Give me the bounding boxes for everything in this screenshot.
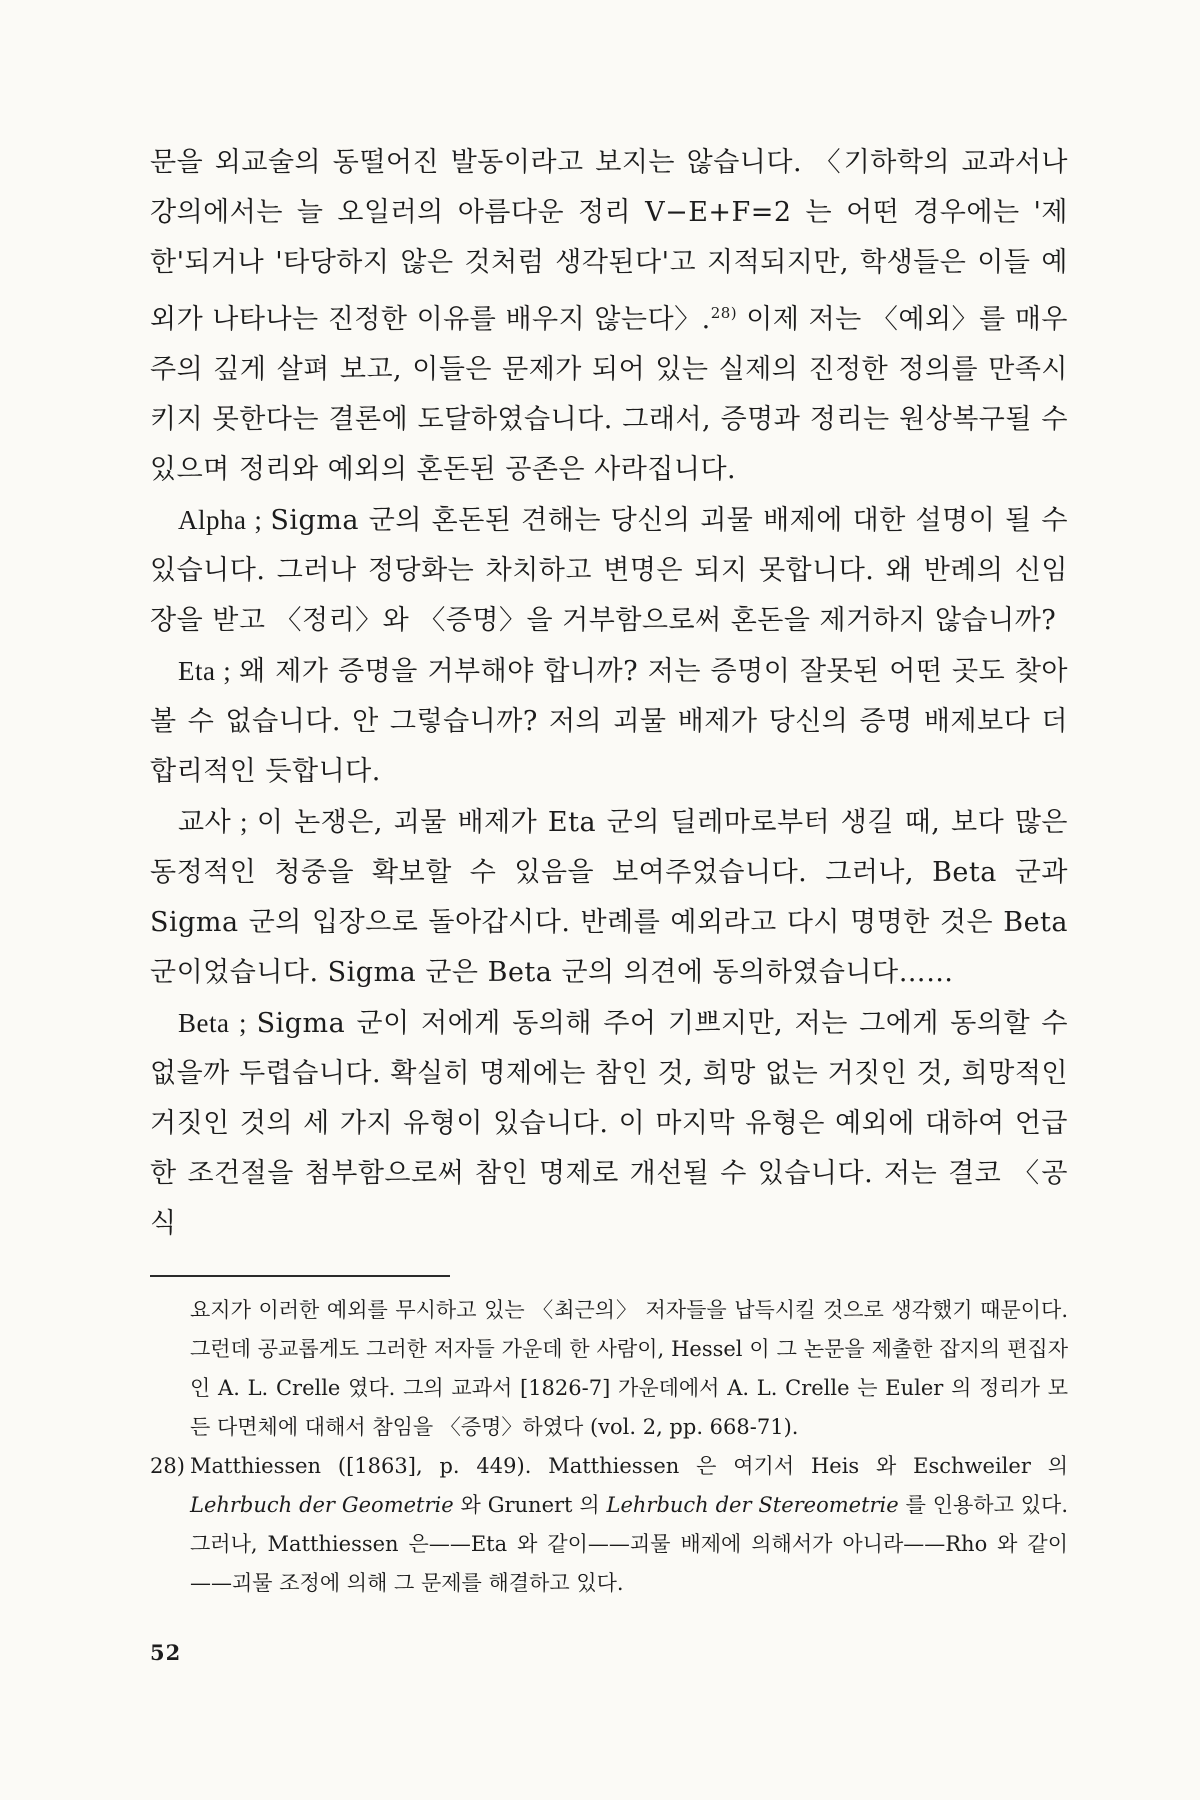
speaker-label: Beta ; — [178, 1008, 257, 1038]
paragraph-continued — [150, 138, 1068, 495]
footnote-28 — [150, 1447, 1068, 1603]
footnote-ref-28: 28) — [710, 304, 738, 322]
footnotes — [150, 1291, 1068, 1603]
speaker-label: 교사 ; — [178, 807, 257, 837]
footnote-divider — [150, 1275, 450, 1277]
paragraph-eta — [150, 646, 1068, 797]
body-text — [150, 138, 1068, 1249]
paragraph-text: Sigma 군이 저에게 동의해 주어 기쁘지만, 저는 그에게 동의할 수 없을까 두렵습니다. 확실히 명제에는 참인 것, 희망 없는 거짓인 것, 희망적인 거짓인 것의 세 가지 유형이 있습니다. 이 마지막 유형은 예외에 대하여 언급한 조건절을 첨부함으로써 참인 명제로 개선될 수 있습니다. 저는 결코 〈공식 — [150, 1008, 1068, 1239]
page-content — [150, 138, 1068, 1603]
paragraph-text: 왜 제가 증명을 거부해야 합니까? 저는 증명이 잘못된 어떤 곳도 찾아 볼 수 없습니다. 안 그렇습니까? 저의 괴물 배제가 당신의 증명 배제보다 더 합리적인 듯합니다. — [150, 656, 1069, 787]
paragraph-text: 문을 외교술의 동떨어진 발동이라고 보지는 않습니다. 〈기하학의 교과서나 강의에서는 늘 오일러의 아름다운 정리 V−E+F=2 는 어떤 경우에는 '제한'되거나 '타당하지 않은 것처럼 생각된다'고 지적되지만, 학생들은 이들 예외가 나타나는 진정한 이유를 배우지 않는다〉. — [150, 147, 1068, 335]
book-title: Lehrbuch der Geometrie — [190, 1493, 454, 1517]
speaker-label: Alpha ; — [178, 505, 271, 535]
speaker-label: Eta ; — [178, 656, 240, 686]
paragraph-text: 이 논쟁은, 괴물 배제가 Eta 군의 딜레마로부터 생길 때, 보다 많은 동정적인 청중을 확보할 수 있음을 보여주었습니다. 그러나, Beta 군과 Sigma 군의 입장으로 돌아갑시다. 반례를 예외라고 다시 명명한 것은 Beta 군이었습니다. Sigma 군은 Beta 군의 의견에 동의하였습니다…… — [150, 807, 1068, 988]
paragraph-text: Sigma 군의 혼돈된 견해는 당신의 괴물 배제에 대한 설명이 될 수 있습니다. 그러나 정당화는 차치하고 변명은 되지 못합니다. 왜 반례의 신임장을 받고 〈정리〉와 〈증명〉을 거부함으로써 혼돈을 제거하지 않습니까? — [150, 505, 1068, 636]
footnote-number: 28) — [150, 1454, 185, 1478]
footnote-text: 와 Grunert 의 — [453, 1493, 607, 1517]
paragraph-teacher — [150, 797, 1068, 998]
paragraph-alpha — [150, 495, 1068, 646]
paragraph-text: 이제 저는 〈예외〉를 매우 주의 깊게 살펴 보고, 이들은 문제가 되어 있는 실제의 진정한 정의를 만족시키지 못한다는 결론에 도달하였습니다. 그래서, 증명과 정리는 원상복구될 수 있으며 정리와 예외의 혼돈된 공존은 사라집니다. — [150, 304, 1068, 485]
footnote-text: 를 인용하고 있다. 그러나, Matthiessen 은——Eta 와 같이——괴물 배제에 의해서가 아니라——Rho 와 같이——괴물 조정에 의해 그 문제를 해결하고 있다. — [190, 1493, 1069, 1595]
page-number: 52 — [150, 1640, 182, 1665]
footnote-text: Matthiessen ([1863], p. 449). Matthiessen 은 여기서 Heis 와 Eschweiler 의 — [190, 1454, 1068, 1478]
footnote-continued: 요지가 이러한 예외를 무시하고 있는 〈최근의〉 저자들을 납득시킬 것으로 생각했기 때문이다. 그런데 공교롭게도 그러한 저자들 가운데 한 사람이, Hessel 이 그 논문을 제출한 잡지의 편집자인 A. L. Crelle 였다. 그의 교과서 [1826-7] 가운데에서 A. L. Crelle 는 Euler 의 정리가 모든 다면체에 대해서 참임을 〈증명〉하였다 (vol. 2, pp. 668-71). — [190, 1298, 1068, 1439]
paragraph-beta — [150, 998, 1068, 1249]
book-title: Lehrbuch der Stereometrie — [606, 1493, 899, 1517]
